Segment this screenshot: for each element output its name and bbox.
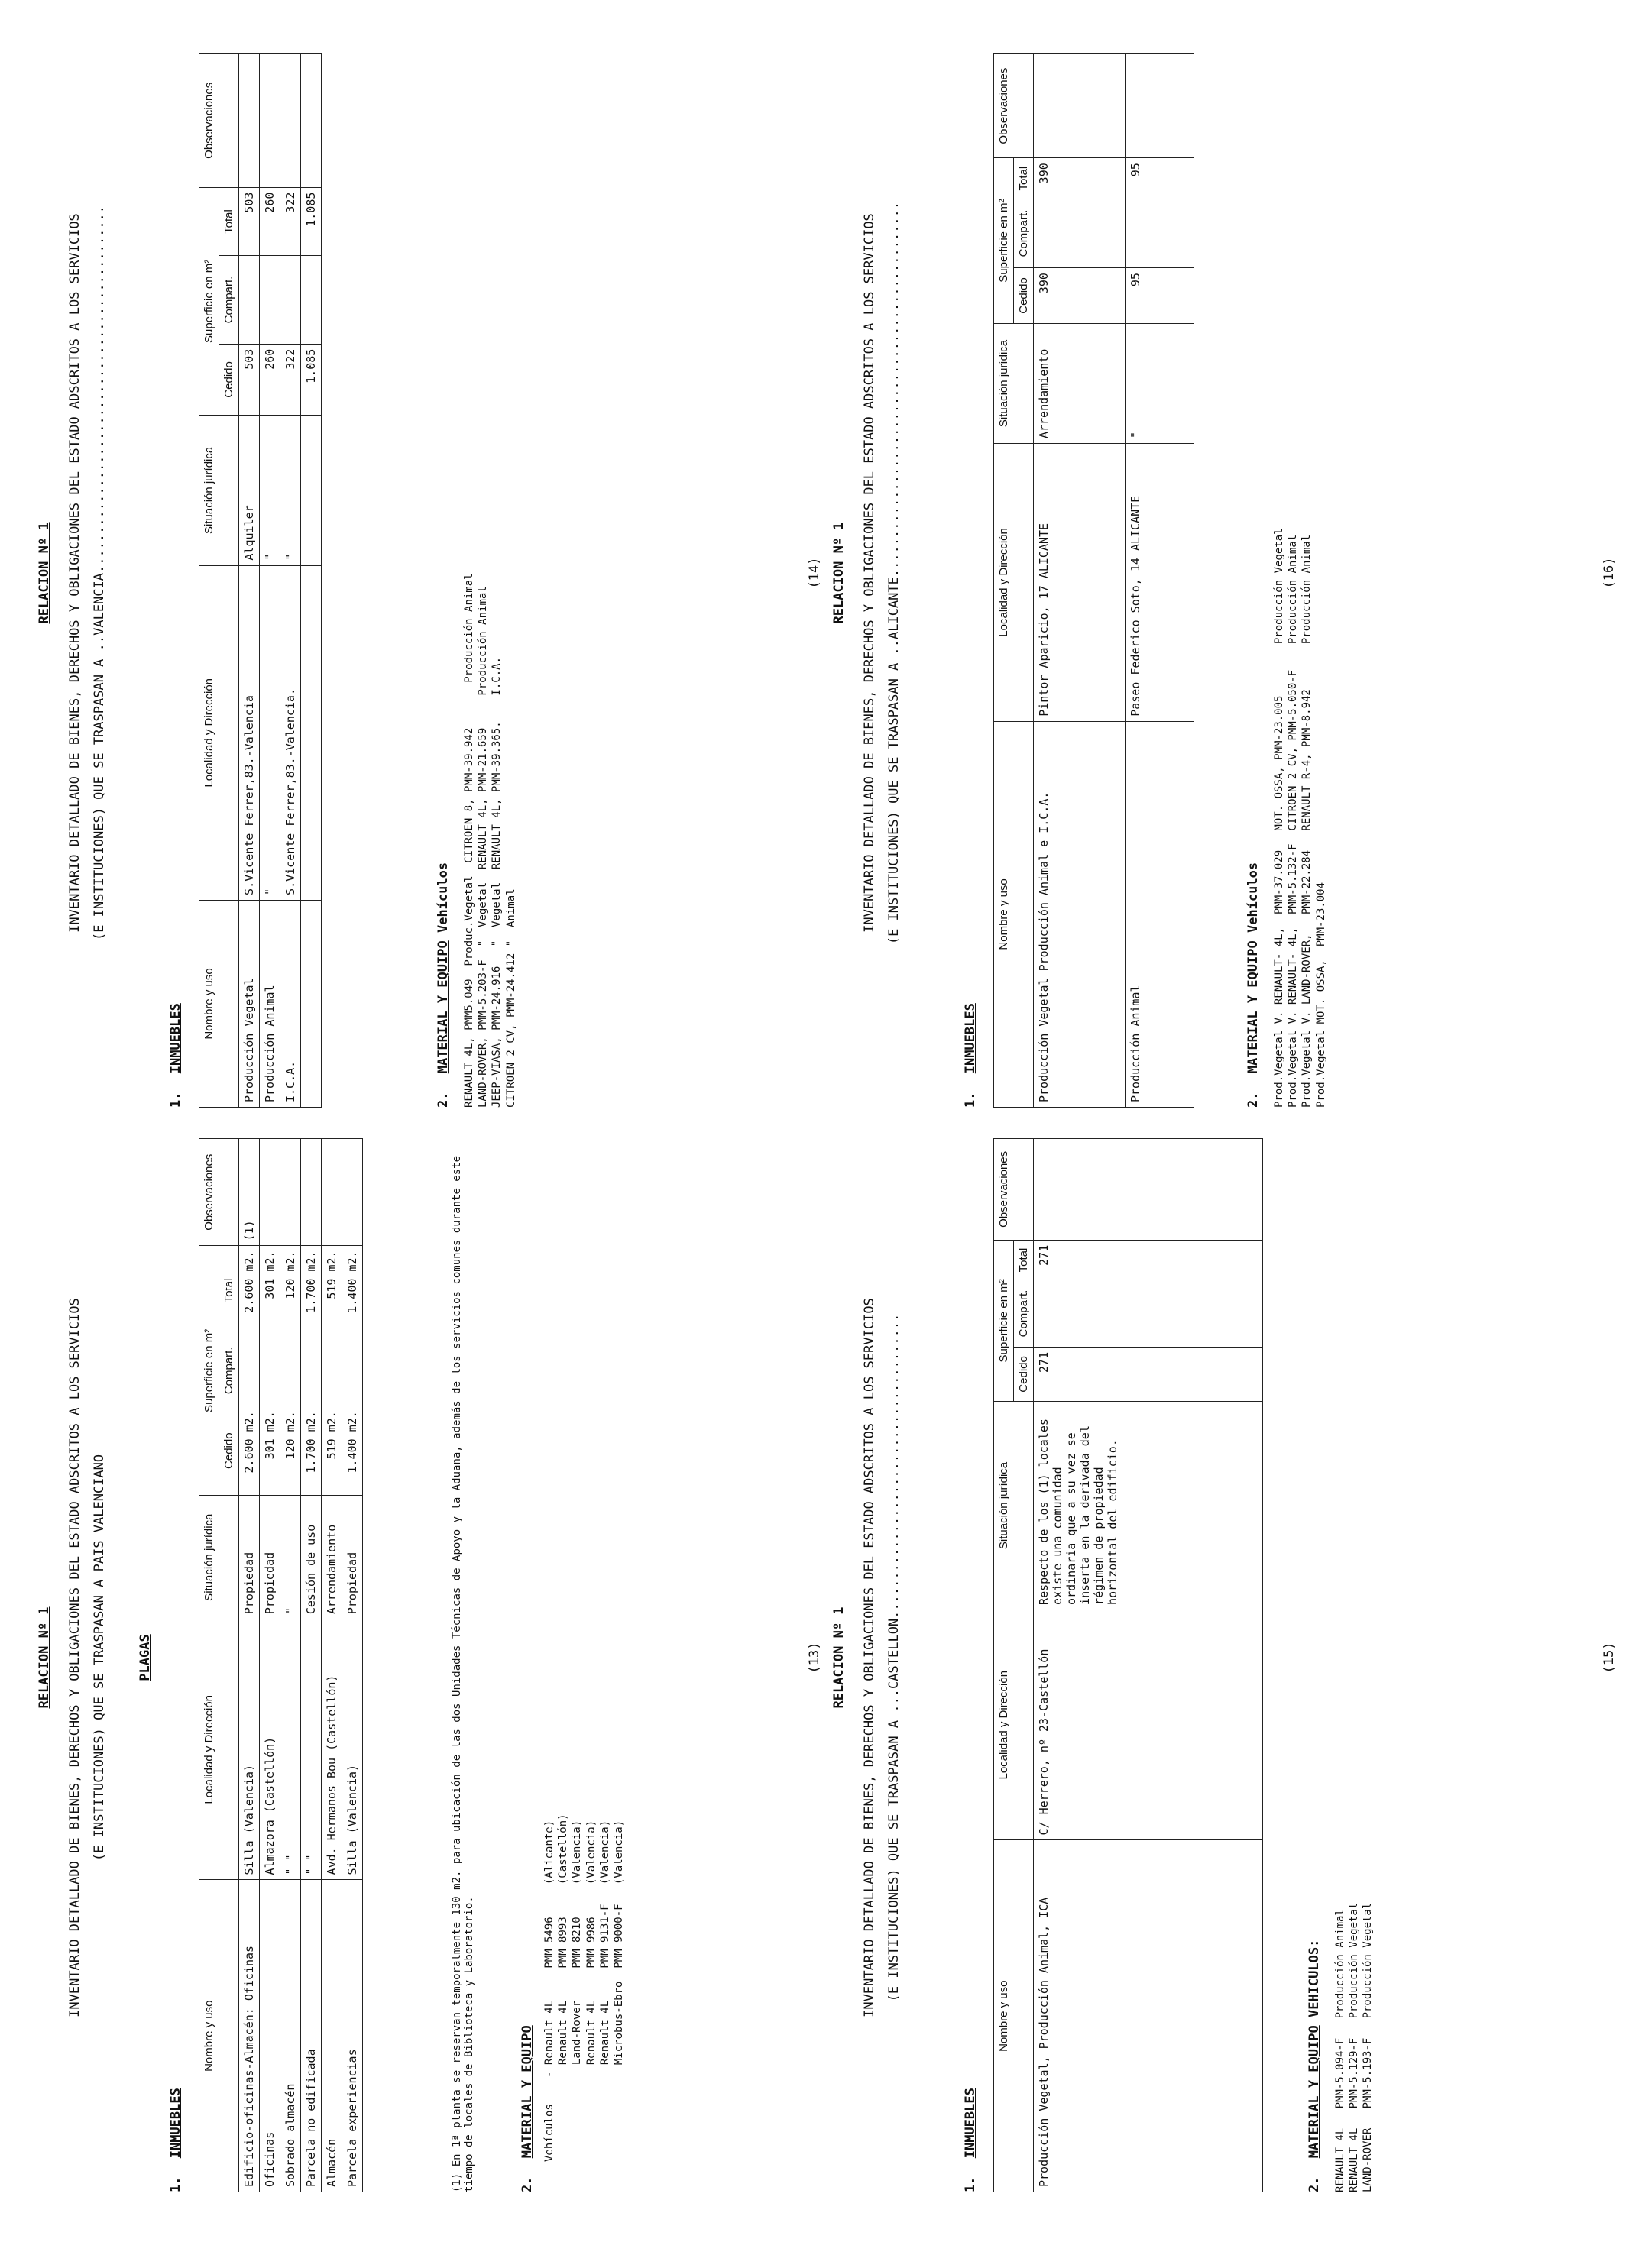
vehicle-list: RENAULT 4L, PMM5.049 Produc.Vegetal CITROEN 8, PMM-39.942 Producción Animal LAND-ROVER, PMM-5.203-F " Vegetal RENAULT 4L, PMM-21.659 Producción Animal JEEP-VIASA, PMM-24.916 " Vegetal RENAULT 4L, PMM-39.365. I.C.A. CITROEN 2 CV, PMM-24.412 " Animal	[463, 573, 517, 1108]
plagas-label: PLAGAS	[138, 1634, 153, 1681]
material-heading: 2. MATERIAL Y EQUIPO Vehículos	[1245, 862, 1261, 1108]
table-row: Producción Vegetal, Producción Animal, ICA C/ Herrero, nº 23-Castellón Respecto de los (1) locales existe una comunidad ordinaria que a su vez se inserta en la derivada del régimen de propiedad horizontal del edificio. 271 271	[1034, 1139, 1263, 2192]
table-row: I.C.A. S.Vicente Ferrer,83.-Valencia. " 322 322	[280, 54, 301, 1108]
inmuebles-heading: 1. INMUEBLES	[168, 2088, 183, 2192]
table-row: Sobrado almacén " " " 120 m2. 120 m2.	[280, 1139, 301, 2192]
page-number: (14)	[807, 557, 822, 589]
inmuebles-table: Nombre y uso Localidad y Dirección Situación jurídica Superficie en m² Observaciones Cedido Compart. Total Producción Vegetal, Producción Animal, ICA C/ Herrero, nº 23-Castellón Respecto de los (1) locales existe una comunidad ordinaria que a su vez se inserta en la derivada del régimen de propiedad horizontal del edificio. 271 271	[993, 1138, 1263, 2192]
relacion-title: RELACION Nº 1	[831, 522, 847, 624]
table-row: 1.085 1.085	[301, 54, 322, 1108]
vehicle-list: RENAULT 4L PMM-5.094-F Producción Animal RENAULT 4L PMM-5.129-F Producción Vegetal LAND-ROVER PMM-5.193-F Producción Vegetal	[1334, 1902, 1375, 2192]
relacion-title: RELACION Nº 1	[37, 522, 52, 624]
page-number: (13)	[807, 1642, 822, 1674]
page-13	[23, 1100, 833, 2215]
inventory-subheading: (E INSTITUCIONES) QUE SE TRASPASAN A ..VALENCIA...............................................	[92, 205, 107, 941]
table-row: Parcela experiencias Silla (Valencia) Propiedad 1.400 m2. 1.400 m2.	[342, 1139, 363, 2192]
relacion-title: RELACION Nº 1	[37, 1606, 52, 1709]
inventory-heading: INVENTARIO DETALLADO DE BIENES, DERECHOS Y OBLIGACIONES DEL ESTADO ADSCRITOS A LOS SERVICIOS	[862, 213, 877, 933]
inventory-subheading: (E INSTITUCIONES) QUE SE TRASPASAN A ...CASTELLON.......................................	[886, 1313, 902, 2002]
page-number: (16)	[1602, 557, 1617, 589]
page-15	[818, 1100, 1626, 2215]
inventory-heading: INVENTARIO DETALLADO DE BIENES, DERECHOS Y OBLIGACIONES DEL ESTADO ADSCRITOS A LOS SERVICIOS	[67, 213, 83, 933]
page-16	[818, 15, 1626, 1131]
table-row: Almacén Avd. Hermanos Bou (Castellón) Arrendamiento 519 m2. 519 m2.	[322, 1139, 342, 2192]
table-row: Producción Vegetal S.Vicente Ferrer,83.-Valencia Alquiler 503 503	[239, 54, 260, 1108]
material-heading: 2. MATERIAL Y EQUIPO	[520, 2025, 535, 2192]
inventory-heading: INVENTARIO DETALLADO DE BIENES, DERECHOS Y OBLIGACIONES DEL ESTADO ADSCRITOS A LOS SERVICIOS	[862, 1298, 877, 2017]
vehicles-label: Vehículos	[543, 2104, 555, 2162]
vehicle-list: Prod.Vegetal V. RENAULT- 4L, PMM-37.029 MOT. OSSA, PMM-23.005 Producción Vegetal Prod.Vegetal V. RENAULT- 4L, PMM-5.132-F CITROEN 2 CV, PMM-5.050-F Producción Animal Prod.Vegetal V. LAND-ROVER, PMM-22.284 RENAULT R-4, PMM-8.942 Producción Animal Prod.Vegetal MOT. OSSA, PMM-23.004	[1273, 528, 1327, 1108]
inmuebles-heading: 1. INMUEBLES	[168, 1003, 183, 1108]
vehicle-list: - Renault 4L PMM 5496 (Alicante) Renault 4L PMM 8993 (Castellón) Land-Rover PMM 8210 (Valencia) Renault 4L PMM 9986 (Valencia) Renault 4L PMM 9131-F (Valencia) Microbus-Ebro PMM 9000-F (Valencia)	[543, 1813, 625, 2078]
page-number: (15)	[1602, 1642, 1617, 1674]
relacion-title: RELACION Nº 1	[831, 1606, 847, 1709]
footnote: (1) En 1ª planta se reservan temporalmente 130 m2. para ubicación de las dos Unidades Técnicas de Apoyo y la Aduana, además de los servicios comunes durante este tiempo de locales de Biblioteca y Laboratorio.	[451, 1155, 475, 2192]
table-row: Edificio-oficinas-Almacén: Oficinas Silla (Valencia) Propiedad 2.600 m2. 2.600 m2. (1)	[239, 1139, 260, 2192]
table-row: Parcela no edificada " " Cesión de uso 1.700 m2. 1.700 m2.	[301, 1139, 322, 2192]
material-heading: 2. MATERIAL Y EQUIPO VEHICULOS:	[1307, 1939, 1322, 2192]
table-row: Producción Animal Paseo Federico Soto, 14 ALICANTE " 95 95	[1126, 54, 1194, 1108]
table-row: Producción Animal " " 260 260	[260, 54, 280, 1108]
table-row: Producción Vegetal Producción Animal e I.C.A. Pintor Aparicio, 17 ALICANTE Arrendamiento 390 390	[1034, 54, 1126, 1108]
inmuebles-table: Nombre y uso Localidad y Dirección Situación jurídica Superficie en m² Observaciones Cedido Compart. Total Edificio-oficinas-Almacén: Oficinas Silla (Valencia) Propiedad 2.600 m2. 2.600 m2. (1) Oficinas Almazora (Castellón) Propiedad 301 m2. 301 m2. Sobrado almacén " " " 120 m2. 120 m2. Parcela no edificada " " Cesión de uso 1.700 m2. 1.700 m2. Almacén Avd. Hermanos Bou (Castellón) Arrendamiento 519 m2. 519 m2. Parcela experiencias Silla (Valencia) Propiedad 1.400 m2. 1.400 m2.	[199, 1138, 363, 2192]
inmuebles-heading: 1. INMUEBLES	[963, 1003, 978, 1108]
page-14	[23, 15, 833, 1131]
inventory-heading: INVENTARIO DETALLADO DE BIENES, DERECHOS Y OBLIGACIONES DEL ESTADO ADSCRITOS A LOS SERVICIOS	[67, 1298, 83, 2017]
inventory-subheading: (E INSTITUCIONES) QUE SE TRASPASAN A PAIS VALENCIANO	[92, 1454, 107, 1862]
inmuebles-heading: 1. INMUEBLES	[963, 2088, 978, 2192]
inventory-subheading: (E INSTITUCIONES) QUE SE TRASPASAN A ..ALICANTE................................................	[886, 201, 902, 945]
inmuebles-table: Nombre y uso Localidad y Dirección Situación jurídica Superficie en m² Observaciones Cedido Compart. Total Producción Vegetal Producción Animal e I.C.A. Pintor Aparicio, 17 ALICANTE Arrendamiento 390 390 Producción Animal Paseo Federico Soto, 14 ALICANTE " 95 95	[993, 53, 1194, 1108]
inmuebles-table: Nombre y uso Localidad y Dirección Situación jurídica Superficie en m² Observaciones Cedido Compart. Total Producción Vegetal S.Vicente Ferrer,83.-Valencia Alquiler 503 503 Producción Animal " " 260 260 I.C.A. S.Vicente Ferrer,83.-Valencia. " 322 322 1.085 1.085	[199, 53, 322, 1108]
table-row: Oficinas Almazora (Castellón) Propiedad 301 m2. 301 m2.	[260, 1139, 280, 2192]
material-heading: 2. MATERIAL Y EQUIPO Vehículos	[436, 862, 451, 1108]
